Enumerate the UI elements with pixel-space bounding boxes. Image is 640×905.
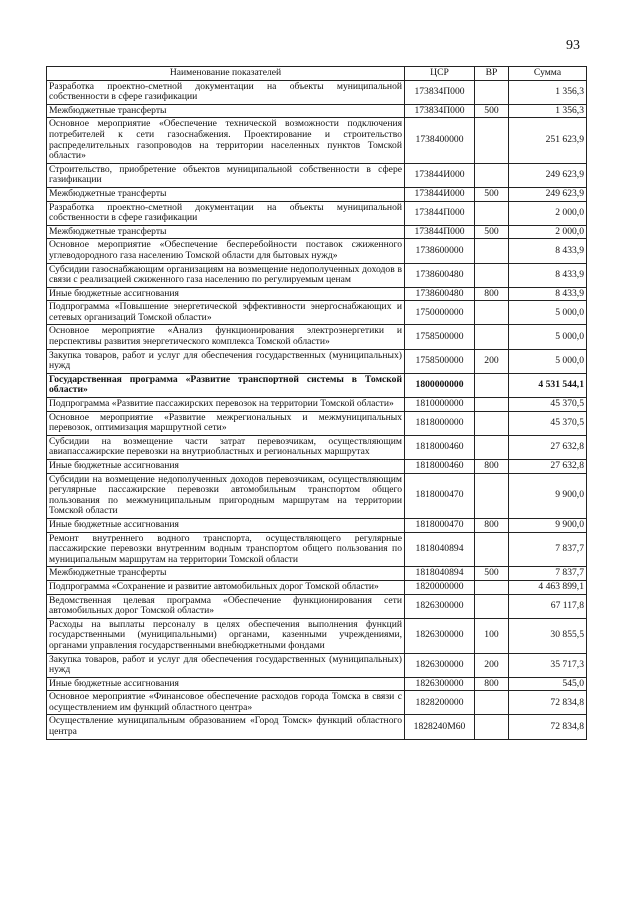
table-row [47,287,587,301]
row-vr-cell: 500 [475,225,509,239]
row-name-cell: Основное мероприятие «Развитие межрегиональных и межмуниципальных перевозок, оптимизация маршрутной сети» [47,411,405,435]
row-vr-cell [475,80,509,104]
table-row [47,301,587,325]
table-row [47,104,587,118]
row-sum-cell: 5 000,0 [509,349,587,373]
row-csr-cell: 1758500000 [405,349,475,373]
table-row [47,580,587,594]
row-vr-cell [475,398,509,412]
table-row [47,691,587,715]
row-name-cell: Межбюджетные трансферты [47,567,405,581]
row-sum-cell: 45 370,5 [509,398,587,412]
row-name-cell: Основное мероприятие «Обеспечение технической возможности подключения потребителей к сети газоснабжения. Проектирование и строительство распределительных газопроводов на территории населенных пунктов Томской области» [47,118,405,163]
row-sum-cell: 9 900,0 [509,473,587,518]
table-row [47,187,587,201]
row-name-cell: Осуществление муниципальным образованием «Город Томск» функций областного центра [47,715,405,739]
row-csr-cell: 1818000470 [405,473,475,518]
table-row [47,118,587,163]
row-vr-cell [475,594,509,618]
table-row [47,618,587,653]
row-vr-cell [475,373,509,397]
row-vr-cell [475,691,509,715]
row-name-cell: Основное мероприятие «Обеспечение бесперебойности поставок сжиженного углеводородного газа населению Томской области для бытовых нужд» [47,239,405,263]
table-row [47,80,587,104]
header-csr: ЦСР [405,67,475,81]
row-name-cell: Субсидии газоснабжающим организациям на возмещение недополученных доходов в связи с реализацией сжиженного газа населению по регулируемым ценам [47,263,405,287]
row-csr-cell: 173844П000 [405,201,475,225]
row-vr-cell [475,532,509,567]
row-sum-cell: 72 834,8 [509,691,587,715]
row-name-cell: Разработка проектно-сметной документации на объекты муниципальной собственности в сфере газификации [47,201,405,225]
row-vr-cell: 500 [475,104,509,118]
row-csr-cell: 1818040894 [405,532,475,567]
row-sum-cell: 249 623,9 [509,187,587,201]
row-name-cell: Субсидии на возмещение недополученных доходов перевозчикам, осуществляющим регулярные пассажирские перевозки автомобильным транспортом общего пользования по межмуниципальным пригородным маршрутам на территории Томской области [47,473,405,518]
row-csr-cell: 1828240М60 [405,715,475,739]
row-vr-cell [475,435,509,459]
row-csr-cell: 1818000000 [405,411,475,435]
row-csr-cell: 173834П000 [405,104,475,118]
row-sum-cell: 2 000,0 [509,201,587,225]
row-csr-cell: 173844П000 [405,225,475,239]
row-csr-cell: 1820000000 [405,580,475,594]
row-csr-cell: 1818000470 [405,518,475,532]
row-vr-cell: 500 [475,567,509,581]
row-name-cell: Основное мероприятие «Финансовое обеспечение расходов города Томска в связи с осуществлением им функций областного центра» [47,691,405,715]
table-row [47,567,587,581]
table-row [47,163,587,187]
table-row [47,460,587,474]
header-sum: Сумма [509,67,587,81]
row-sum-cell: 45 370,5 [509,411,587,435]
table-row [47,263,587,287]
header-vr: ВР [475,67,509,81]
row-sum-cell: 9 900,0 [509,518,587,532]
row-name-cell: Иные бюджетные ассигнования [47,460,405,474]
row-sum-cell: 72 834,8 [509,715,587,739]
row-sum-cell: 8 433,9 [509,263,587,287]
table-header-row [47,67,587,81]
row-csr-cell: 1826300000 [405,594,475,618]
row-name-cell: Разработка проектно-сметной документации на объекты муниципальной собственности в сфере газификации [47,80,405,104]
row-vr-cell [475,580,509,594]
row-vr-cell [475,473,509,518]
header-name: Наименование показателей [47,67,405,81]
row-vr-cell [475,301,509,325]
row-name-cell: Подпрограмма «Сохранение и развитие автомобильных дорог Томской области» [47,580,405,594]
row-csr-cell: 1828200000 [405,691,475,715]
row-sum-cell: 8 433,9 [509,239,587,263]
row-vr-cell: 200 [475,653,509,677]
table-row [47,239,587,263]
row-csr-cell: 173844И000 [405,163,475,187]
table-row [47,349,587,373]
row-sum-cell: 249 623,9 [509,163,587,187]
row-sum-cell: 35 717,3 [509,653,587,677]
row-csr-cell: 1758500000 [405,325,475,349]
row-vr-cell [475,201,509,225]
page-number: 93 [566,38,580,53]
row-vr-cell [475,163,509,187]
row-sum-cell: 1 356,3 [509,104,587,118]
budget-table [46,66,587,740]
table-row [47,518,587,532]
row-csr-cell: 1810000000 [405,398,475,412]
row-vr-cell [475,325,509,349]
row-csr-cell: 1750000000 [405,301,475,325]
row-csr-cell: 1826300000 [405,677,475,691]
row-name-cell: Межбюджетные трансферты [47,104,405,118]
table-row [47,473,587,518]
row-name-cell: Расходы на выплаты персоналу в целях обеспечения выполнения функций государственными (муниципальными) органами, казенными учреждениями, органами управления государственными внебюджетными фондами [47,618,405,653]
row-name-cell: Иные бюджетные ассигнования [47,287,405,301]
row-csr-cell: 1738600000 [405,239,475,263]
row-name-cell: Подпрограмма «Повышение энергетической эффективности энергоснабжающих и сетевых организаций Томской области» [47,301,405,325]
row-csr-cell: 1738600480 [405,287,475,301]
row-name-cell: Межбюджетные трансферты [47,187,405,201]
row-name-cell: Иные бюджетные ассигнования [47,677,405,691]
row-sum-cell: 2 000,0 [509,225,587,239]
row-csr-cell: 173844И000 [405,187,475,201]
table-row [47,594,587,618]
row-sum-cell: 545,0 [509,677,587,691]
row-name-cell: Закупка товаров, работ и услуг для обеспечения государственных (муниципальных) нужд [47,349,405,373]
table-row [47,653,587,677]
row-name-cell: Подпрограмма «Развитие пассажирских перевозок на территории Томской области» [47,398,405,412]
table-row [47,532,587,567]
row-csr-cell: 1826300000 [405,653,475,677]
row-name-cell: Межбюджетные трансферты [47,225,405,239]
row-vr-cell: 800 [475,677,509,691]
row-sum-cell: 8 433,9 [509,287,587,301]
row-vr-cell [475,411,509,435]
row-vr-cell: 200 [475,349,509,373]
row-sum-cell: 7 837,7 [509,532,587,567]
row-csr-cell: 1818000460 [405,460,475,474]
row-name-cell: Основное мероприятие «Анализ функционирования электроэнергетики и перспективы развития энергетического комплекса Томской области» [47,325,405,349]
row-name-cell: Субсидии на возмещение части затрат перевозчикам, осуществляющим авиапассажирские перевозки на внутриобластных и региональных маршрутах [47,435,405,459]
table-row [47,435,587,459]
row-sum-cell: 4 463 899,1 [509,580,587,594]
row-vr-cell [475,263,509,287]
row-vr-cell: 500 [475,187,509,201]
table-row [47,225,587,239]
row-vr-cell: 800 [475,287,509,301]
row-sum-cell: 1 356,3 [509,80,587,104]
row-vr-cell: 800 [475,460,509,474]
row-name-cell: Строительство, приобретение объектов муниципальной собственности в сфере газификации [47,163,405,187]
row-csr-cell: 1818000460 [405,435,475,459]
table-row [47,201,587,225]
row-vr-cell: 100 [475,618,509,653]
table-row [47,325,587,349]
row-name-cell: Закупка товаров, работ и услуг для обеспечения государственных (муниципальных) нужд [47,653,405,677]
table-row [47,398,587,412]
row-csr-cell: 1800000000 [405,373,475,397]
row-sum-cell: 30 855,5 [509,618,587,653]
table-row [47,373,587,397]
row-sum-cell: 5 000,0 [509,301,587,325]
row-sum-cell: 67 117,8 [509,594,587,618]
row-csr-cell: 1738600480 [405,263,475,287]
row-sum-cell: 4 531 544,1 [509,373,587,397]
row-sum-cell: 5 000,0 [509,325,587,349]
table-body [47,80,587,739]
row-csr-cell: 1826300000 [405,618,475,653]
row-vr-cell [475,239,509,263]
table-row [47,677,587,691]
row-sum-cell: 27 632,8 [509,460,587,474]
row-vr-cell [475,715,509,739]
row-vr-cell [475,118,509,163]
row-vr-cell: 800 [475,518,509,532]
row-csr-cell: 1738400000 [405,118,475,163]
row-csr-cell: 173834П000 [405,80,475,104]
table-row [47,411,587,435]
row-sum-cell: 7 837,7 [509,567,587,581]
row-name-cell: Ведомственная целевая программа «Обеспечение функционирования сети автомобильных дорог Томской области» [47,594,405,618]
row-name-cell: Государственная программа «Развитие транспортной системы в Томской области» [47,373,405,397]
row-name-cell: Иные бюджетные ассигнования [47,518,405,532]
table-row [47,715,587,739]
row-name-cell: Ремонт внутреннего водного транспорта, осуществляющего регулярные пассажирские перевозки внутренним водным транспортом общего пользования по муниципальным маршрутам на территории Томской области [47,532,405,567]
row-csr-cell: 1818040894 [405,567,475,581]
row-sum-cell: 27 632,8 [509,435,587,459]
row-sum-cell: 251 623,9 [509,118,587,163]
